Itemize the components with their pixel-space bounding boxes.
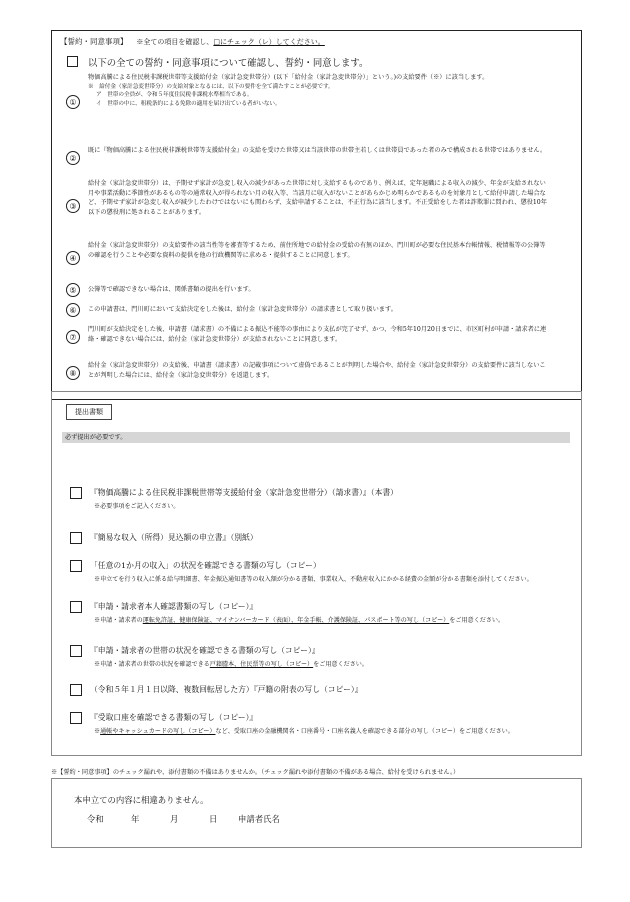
item-text: 給付金（家計急変世帯分）の支給後、申請書（請求書）の記載事項について虚偽であることが判明した場合や、給付金（家計急変世帯分）の支給要件に該当しないことが判明した場合には、給付金（家計急変世帯分）を返還します。 bbox=[88, 362, 546, 379]
documents-section bbox=[51, 391, 582, 756]
document-note: ※申立てを行う収入に係る給与明細書、年金振込通知書等の収入額が分かる書類、事業収入、不動産収入にかかる経費の金額が分かる書類を添付してください。 bbox=[94, 576, 533, 583]
consent-item bbox=[70, 179, 580, 237]
item-text: 公簿等で確認できない場合は、関係書類の提出を行います。 bbox=[88, 286, 255, 293]
documents-header: 提出書類 bbox=[66, 404, 112, 420]
document-item[interactable] bbox=[70, 712, 570, 748]
document-item[interactable] bbox=[70, 560, 570, 592]
month-label[interactable]: 月 bbox=[170, 814, 179, 824]
document-checkbox[interactable] bbox=[70, 684, 82, 696]
item-number: ⑦ bbox=[66, 330, 80, 344]
note-tail: など、受取口座の金融機関名・口座番号・口座名義人を確認できる部分の写し（コピー）をご用意ください。 bbox=[215, 728, 514, 735]
item-text: 既に『物価高騰による住民税非課税世帯等支援給付金』の支給を受けた世帯又は当該世帯の世帯主若しくは世帯員であった者のみで構成される世帯ではありません。 bbox=[88, 147, 547, 154]
year-label[interactable]: 年 bbox=[131, 814, 140, 824]
note-text: ※ bbox=[94, 728, 101, 735]
note-text: ※申請・請求者の bbox=[94, 617, 143, 624]
consent-item bbox=[70, 73, 580, 135]
agree-all-label: 以下の全ての誓約・同意事項について確認し、誓約・同意します。 bbox=[88, 58, 369, 69]
consent-item bbox=[70, 325, 580, 350]
item-note: イ 世帯の中に、租税条約による免除の適用を届け出ている者がいない。 bbox=[96, 100, 281, 107]
signature-date-row bbox=[87, 813, 280, 825]
item-text: この申請書は、門川町において支給決定をした後は、給付金（家計急変世帯分）の請求書として取り扱います。 bbox=[88, 306, 397, 313]
document-name: 『物価高騰による住民税非課税世帯等支援給付金（家計急変世帯分）（請求書）』（本書） bbox=[90, 488, 398, 497]
consent-item bbox=[70, 303, 580, 319]
document-checkbox[interactable] bbox=[70, 532, 82, 544]
item-number: ① bbox=[66, 95, 80, 109]
document-name: 『受取口座を確認できる書類の写し（コピー）』 bbox=[90, 713, 258, 722]
item-number: ⑥ bbox=[66, 303, 80, 317]
item-note: ※ 給付金（家計急変世帯分）の支給対象となるには、以下の要件を全て満たすことが必要です。 bbox=[88, 83, 334, 90]
signature-section bbox=[51, 778, 582, 848]
document-item[interactable] bbox=[70, 487, 570, 517]
footnote: ※【誓約・同意事項】のチェック漏れや、添付書類の不備はありませんか。（チェック漏れや添付書類の不備がある場合、給付を受けられません。） bbox=[51, 769, 460, 776]
item-number: ③ bbox=[66, 199, 80, 213]
required-bar: 必ず提出が必要です。 bbox=[62, 432, 570, 443]
item-text bbox=[88, 73, 548, 108]
note-underlined: 戸籍謄本、住民票等の写し（コピー） bbox=[209, 661, 314, 668]
item-text: 門川町が支給決定をした後、申請書（請求書）の不備による振込不能等の事由により支払が完了せず、かつ、令和5年10月20日までに、市区町村が申請・請求者に連絡・確認できない場合には、給付金（家計急変世帯分）が支給されないことに同意します。 bbox=[88, 326, 547, 343]
document-checkbox[interactable] bbox=[70, 487, 82, 499]
document-item[interactable] bbox=[70, 684, 570, 700]
item-number: ② bbox=[66, 151, 80, 165]
item-text: 給付金（家計急変世帯分）の支給要件の該当性等を審査等するため、前住所地での給付金の受給の有無のほか、門川町が必要な住民基本台帳情報、税情報等の公簿等の確認を行うことや必要な資料の提供を他の行政機関等に求める・提供することに同意します。 bbox=[88, 242, 546, 259]
agree-all-checkbox[interactable] bbox=[67, 56, 78, 67]
consent-header bbox=[60, 36, 325, 47]
document-note: ※必要事項をご記入ください。 bbox=[94, 503, 180, 510]
note-text: ※申請・請求者の世帯の状況を確認できる bbox=[94, 661, 210, 668]
document-checkbox[interactable] bbox=[70, 560, 82, 572]
document-name: 『簡易な収入（所得）見込額の申立書』（別紙） bbox=[90, 533, 258, 542]
item-note: ア 世帯の全員が、令和５年度住民税非課税水準相当である。 bbox=[96, 92, 253, 98]
document-name: 『申請・請求者本人確認書類の写し（コピー）』 bbox=[90, 602, 258, 611]
document-checkbox[interactable] bbox=[70, 645, 82, 657]
item-main-text: 物価高騰による住民税非課税世帯等支援給付金（家計急変世帯分）(以下「給付金（家計急変世帯分）」という。)の支給要件（※）に該当します。 bbox=[88, 74, 489, 81]
document-note bbox=[94, 727, 564, 736]
consent-title: 【誓約・同意事項】 bbox=[60, 37, 128, 46]
consent-item bbox=[70, 146, 580, 171]
document-note bbox=[94, 616, 564, 625]
consent-item bbox=[70, 283, 580, 299]
document-name: （令和５年１月１日以降、複数回転居した方）『戸籍の附表の写し（コピー）』 bbox=[90, 685, 363, 694]
document-note bbox=[94, 660, 564, 669]
note-tail: をご用意ください。 bbox=[313, 661, 368, 668]
note-underlined: 通帳やキャッシュカードの写し（コピー） bbox=[100, 728, 216, 735]
item-number: ⑧ bbox=[66, 366, 80, 380]
consent-item bbox=[70, 241, 580, 276]
signature-statement: 本申立ての内容に相違ありません。 bbox=[74, 795, 209, 805]
consent-instruction: ※全ての項目を確認し、 bbox=[136, 38, 214, 46]
agree-all-row[interactable] bbox=[67, 55, 368, 69]
document-item[interactable] bbox=[70, 601, 570, 635]
document-checkbox[interactable] bbox=[70, 712, 82, 724]
note-tail: をご用意ください。 bbox=[449, 617, 505, 624]
item-number: ⑤ bbox=[66, 283, 80, 297]
era-label: 令和 bbox=[87, 814, 104, 824]
note-underlined: 運転免許証、健康保険証、マイナンバーカード（表面）、年金手帳、介護保険証、パスポート等の写し（コピー） bbox=[142, 617, 450, 624]
document-name: 「任意の1か月の収入」の状況を確認できる書類の写し（コピー） bbox=[90, 561, 321, 570]
item-text: 給付金（家計急変世帯分）は、予期せず家計が急変し収入の減少があった世帯に対し支給するものであり、例えば、定年退職による収入の減少、年金が支給されない月や事業活動に季節性があるもの等の通常収入が得られない月の収入等、当該月に収入がないことがあらかじめ明らかであるものを対象月として給付申請した場合など、予期せず家計が急変し収入が減少したわけではないにも関わらず、支給申請することは、不正行為に該当します。不正受給をした者は詐欺罪に問われ、懲役10年以下の懲役刑に処されることがあります。 bbox=[88, 180, 547, 216]
item-number: ④ bbox=[66, 251, 80, 265]
consent-section bbox=[51, 30, 582, 400]
applicant-name-label[interactable]: 申請者氏名 bbox=[238, 814, 280, 824]
document-item[interactable] bbox=[70, 645, 570, 673]
document-item[interactable] bbox=[70, 532, 570, 548]
document-checkbox[interactable] bbox=[70, 601, 82, 613]
document-name: 『申請・請求者の世帯の状況を確認できる書類の写し（コピー）』 bbox=[90, 646, 320, 655]
consent-item bbox=[70, 361, 580, 386]
consent-instruction-underlined: □にチェック（レ）してください。 bbox=[213, 38, 325, 46]
day-label[interactable]: 日 bbox=[209, 814, 218, 824]
